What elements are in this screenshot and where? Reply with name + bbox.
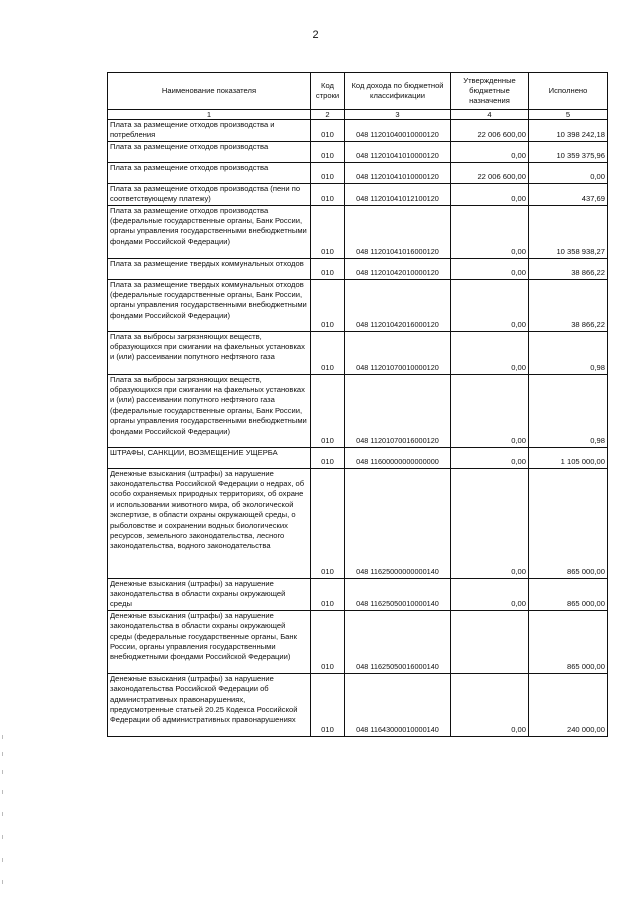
- col-header-name: Наименование показателя: [108, 73, 311, 110]
- scan-edge-dot: [2, 790, 3, 794]
- row-executed-amount: 0,00: [529, 162, 608, 183]
- row-name: Плата за размещение твердых коммунальных отходов: [108, 258, 311, 279]
- row-name: Плата за размещение отходов производства (пени по соответствующему платежу): [108, 183, 311, 205]
- scan-edge-dot: [2, 735, 3, 739]
- col-header-code: Код дохода по бюджетной классификации: [345, 73, 451, 110]
- col-index-2: 2: [311, 110, 345, 120]
- row-name: Плата за размещение отходов производства: [108, 162, 311, 183]
- row-name: Плата за размещение отходов производства: [108, 141, 311, 162]
- row-name: Плата за размещение твердых коммунальных отходов (федеральные государственные органы, Банк России, органы управления государственными внебюджетными фондами Российской Федерации): [108, 279, 311, 331]
- table-row: [108, 258, 608, 279]
- row-line-code: 010: [311, 279, 345, 331]
- row-line-code: 010: [311, 205, 345, 258]
- row-name: Плата за выбросы загрязняющих веществ, образующихся при сжигании на факельных установках и (или) рассеивании попутного нефтяного газа (федеральные государственные органы, Банк России, органы управления государственными внебюджетными фондами Российской Федерации): [108, 374, 311, 447]
- table-row: [108, 447, 608, 468]
- row-income-code: 048 11600000000000000: [345, 447, 451, 468]
- row-approved-amount: 0,00: [451, 279, 529, 331]
- row-name: Денежные взыскания (штрафы) за нарушение законодательства в области охраны окружающей среды: [108, 578, 311, 610]
- row-line-code: 010: [311, 141, 345, 162]
- row-executed-amount: 865 000,00: [529, 468, 608, 578]
- table-row: [108, 205, 608, 258]
- row-line-code: 010: [311, 120, 345, 142]
- row-line-code: 010: [311, 673, 345, 736]
- scan-edge-dot: [2, 858, 3, 862]
- column-index-row: [108, 110, 608, 120]
- row-executed-amount: 865 000,00: [529, 610, 608, 673]
- row-name: Денежные взыскания (штрафы) за нарушение законодательства Российской Федерации об административных правонарушениях, предусмотренные статьей 20.25 Кодекса Российской Федерации об административных правонарушениях: [108, 673, 311, 736]
- table-row: [108, 578, 608, 610]
- row-name: Плата за выбросы загрязняющих веществ, образующихся при сжигании на факельных установках и (или) рассеивании попутного нефтяного газа: [108, 331, 311, 374]
- page-number: 2: [312, 29, 319, 41]
- row-executed-amount: 10 398 242,18: [529, 120, 608, 142]
- row-income-code: 048 11201042016000120: [345, 279, 451, 331]
- scan-edge-dot: [2, 752, 3, 756]
- row-income-code: 048 11201041016000120: [345, 205, 451, 258]
- row-approved-amount: 0,00: [451, 578, 529, 610]
- row-executed-amount: 437,69: [529, 183, 608, 205]
- row-approved-amount: [451, 610, 529, 673]
- row-approved-amount: 0,00: [451, 141, 529, 162]
- row-line-code: 010: [311, 162, 345, 183]
- table-row: [108, 141, 608, 162]
- table-row: [108, 120, 608, 142]
- row-name: Денежные взыскания (штрафы) за нарушение законодательства Российской Федерации о недрах, об особо охраняемых природных территориях, об охране и использовании животного мира, об экологической экспертизе, в области охраны окружающей среды, о рыболовстве и сохранении водных биологических ресурсов, земельного законодательства, лесного законодательства, водного законодательства: [108, 468, 311, 578]
- scan-edge-dot: [2, 835, 3, 839]
- row-approved-amount: 0,00: [451, 258, 529, 279]
- table-row: [108, 183, 608, 205]
- row-executed-amount: 240 000,00: [529, 673, 608, 736]
- table-row: [108, 610, 608, 673]
- col-header-approved: Утвержденные бюджетные назначения: [451, 73, 529, 110]
- row-income-code: 048 11643000010000140: [345, 673, 451, 736]
- table-header-row: [108, 73, 608, 110]
- row-income-code: 048 11625050016000140: [345, 610, 451, 673]
- row-approved-amount: 22 006 600,00: [451, 120, 529, 142]
- col-header-line: Код строки: [311, 73, 345, 110]
- row-executed-amount: 0,98: [529, 374, 608, 447]
- table-row: [108, 374, 608, 447]
- row-income-code: 048 11201070010000120: [345, 331, 451, 374]
- row-executed-amount: 1 105 000,00: [529, 447, 608, 468]
- row-income-code: 048 11201041012100120: [345, 183, 451, 205]
- scan-edge-dot: [2, 770, 3, 774]
- row-line-code: 010: [311, 578, 345, 610]
- row-income-code: 048 11625000000000140: [345, 468, 451, 578]
- row-income-code: 048 11201040010000120: [345, 120, 451, 142]
- row-line-code: 010: [311, 374, 345, 447]
- row-line-code: 010: [311, 258, 345, 279]
- scan-edge-dot: [2, 812, 3, 816]
- table-row: [108, 279, 608, 331]
- row-approved-amount: 0,00: [451, 183, 529, 205]
- row-income-code: 048 11201042010000120: [345, 258, 451, 279]
- row-name: Плата за размещение отходов производства и потребления: [108, 120, 311, 142]
- col-index-5: 5: [529, 110, 608, 120]
- col-header-executed: Исполнено: [529, 73, 608, 110]
- row-approved-amount: 0,00: [451, 374, 529, 447]
- row-approved-amount: 0,00: [451, 673, 529, 736]
- row-executed-amount: 10 359 375,96: [529, 141, 608, 162]
- col-index-1: 1: [108, 110, 311, 120]
- row-income-code: 048 11201041010000120: [345, 141, 451, 162]
- table-body: [108, 120, 608, 737]
- row-executed-amount: 38 866,22: [529, 279, 608, 331]
- row-line-code: 010: [311, 331, 345, 374]
- col-index-4: 4: [451, 110, 529, 120]
- row-line-code: 010: [311, 447, 345, 468]
- row-executed-amount: 865 000,00: [529, 578, 608, 610]
- row-executed-amount: 10 358 938,27: [529, 205, 608, 258]
- table-row: [108, 162, 608, 183]
- table-row: [108, 468, 608, 578]
- row-name: Плата за размещение отходов производства (федеральные государственные органы, Банк России, органы управления государственными внебюджетными фондами Российской Федерации): [108, 205, 311, 258]
- row-name: Денежные взыскания (штрафы) за нарушение законодательства в области охраны окружающей среды (федеральные государственные органы, Банк России, органы управления государственными внебюджетными фондами Российской Федерации): [108, 610, 311, 673]
- income-report-table: [107, 72, 608, 737]
- row-name: ШТРАФЫ, САНКЦИИ, ВОЗМЕЩЕНИЕ УЩЕРБА: [108, 447, 311, 468]
- row-approved-amount: 0,00: [451, 468, 529, 578]
- scan-edge-dot: [2, 880, 3, 884]
- row-line-code: 010: [311, 610, 345, 673]
- row-line-code: 010: [311, 183, 345, 205]
- table-row: [108, 673, 608, 736]
- row-executed-amount: 0,98: [529, 331, 608, 374]
- row-income-code: 048 11201041010000120: [345, 162, 451, 183]
- col-index-3: 3: [345, 110, 451, 120]
- row-approved-amount: 0,00: [451, 447, 529, 468]
- row-executed-amount: 38 866,22: [529, 258, 608, 279]
- row-approved-amount: 0,00: [451, 331, 529, 374]
- row-approved-amount: 22 006 600,00: [451, 162, 529, 183]
- table-row: [108, 331, 608, 374]
- row-approved-amount: 0,00: [451, 205, 529, 258]
- row-income-code: 048 11625050010000140: [345, 578, 451, 610]
- row-income-code: 048 11201070016000120: [345, 374, 451, 447]
- row-line-code: 010: [311, 468, 345, 578]
